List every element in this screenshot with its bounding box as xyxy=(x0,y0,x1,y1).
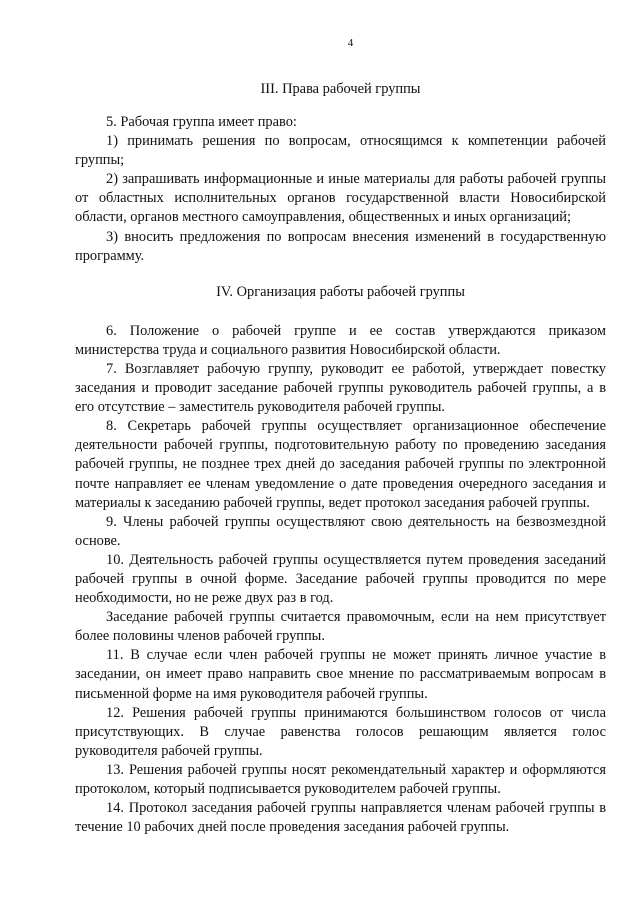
page-number: 4 xyxy=(347,37,354,49)
section-4-body xyxy=(75,322,606,838)
paragraph-6: 6. Положение о рабочей группе и ее состав утверждаются приказом министерства труда и социального развития Новосибирской области. xyxy=(75,322,606,358)
section-4-heading: IV. Организация работы рабочей группы xyxy=(216,283,465,300)
paragraph-5-item-3: 3) вносить предложения по вопросам внесения изменений в государственную программу. xyxy=(75,228,606,264)
paragraph-5-item-1: 1) принимать решения по вопросам, относящимся к компетенции рабочей группы; xyxy=(75,133,606,169)
paragraph-5-item-2: 2) запрашивать информационные и иные материалы для работы рабочей группы от областных исполнительных органов государственной власти Новосибирской области, органов местного самоуправления, общественных и иных организаций; xyxy=(75,171,606,226)
section-3-body xyxy=(75,113,606,266)
paragraph-10-quorum: Заседание рабочей группы считается правомочным, если на нем присутствует более половины членов рабочей группы. xyxy=(75,609,606,645)
paragraph-13: 13. Решения рабочей группы носят рекомендательный характер и оформляются протоколом, который подписывается руководителем рабочей группы. xyxy=(75,761,606,797)
paragraph-7: 7. Возглавляет рабочую группу, руководит ее работой, утверждает повестку заседания и проводит заседание рабочей группы руководитель рабочей группы, а в его отсутствие – заместитель руководителя рабочей группы. xyxy=(75,360,606,416)
paragraph-11: 11. В случае если член рабочей группы не может принять личное участие в заседании, он имеет право направить свое мнение по рассматриваемым вопросам в письменной форме на имя руководителя рабочей группы. xyxy=(75,647,606,702)
paragraph-14: 14. Протокол заседания рабочей группы направляется членам рабочей группы в течение 10 рабочих дней после проведения заседания рабочей группы. xyxy=(75,800,606,836)
paragraph-8: 8. Секретарь рабочей группы осуществляет организационное обеспечение деятельности рабочей группы, подготовительную работу по проведению заседания рабочей группы, не позднее трех дней до заседания рабочей группы по электронной почте направляет ее членам уведомление о дате проведения очередного заседания и материалы к заседанию рабочей группы, ведет протокол заседания рабочей группы. xyxy=(75,418,606,511)
paragraph-10: 10. Деятельность рабочей группы осуществляется путем проведения заседаний рабочей группы в очной форме. Заседание рабочей группы проводится по мере необходимости, но не реже двух раз в год. xyxy=(75,551,606,607)
section-3-heading: III. Права рабочей группы xyxy=(260,81,421,97)
paragraph-12: 12. Решения рабочей группы принимаются большинством голосов от числа присутствующих. В случае равенства голосов решающим является голос руководителя рабочей группы. xyxy=(75,704,606,759)
paragraph-9: 9. Члены рабочей группы осуществляют свою деятельность на безвозмездной основе. xyxy=(75,513,606,549)
paragraph-5: 5. Рабочая группа имеет право: xyxy=(106,114,297,130)
